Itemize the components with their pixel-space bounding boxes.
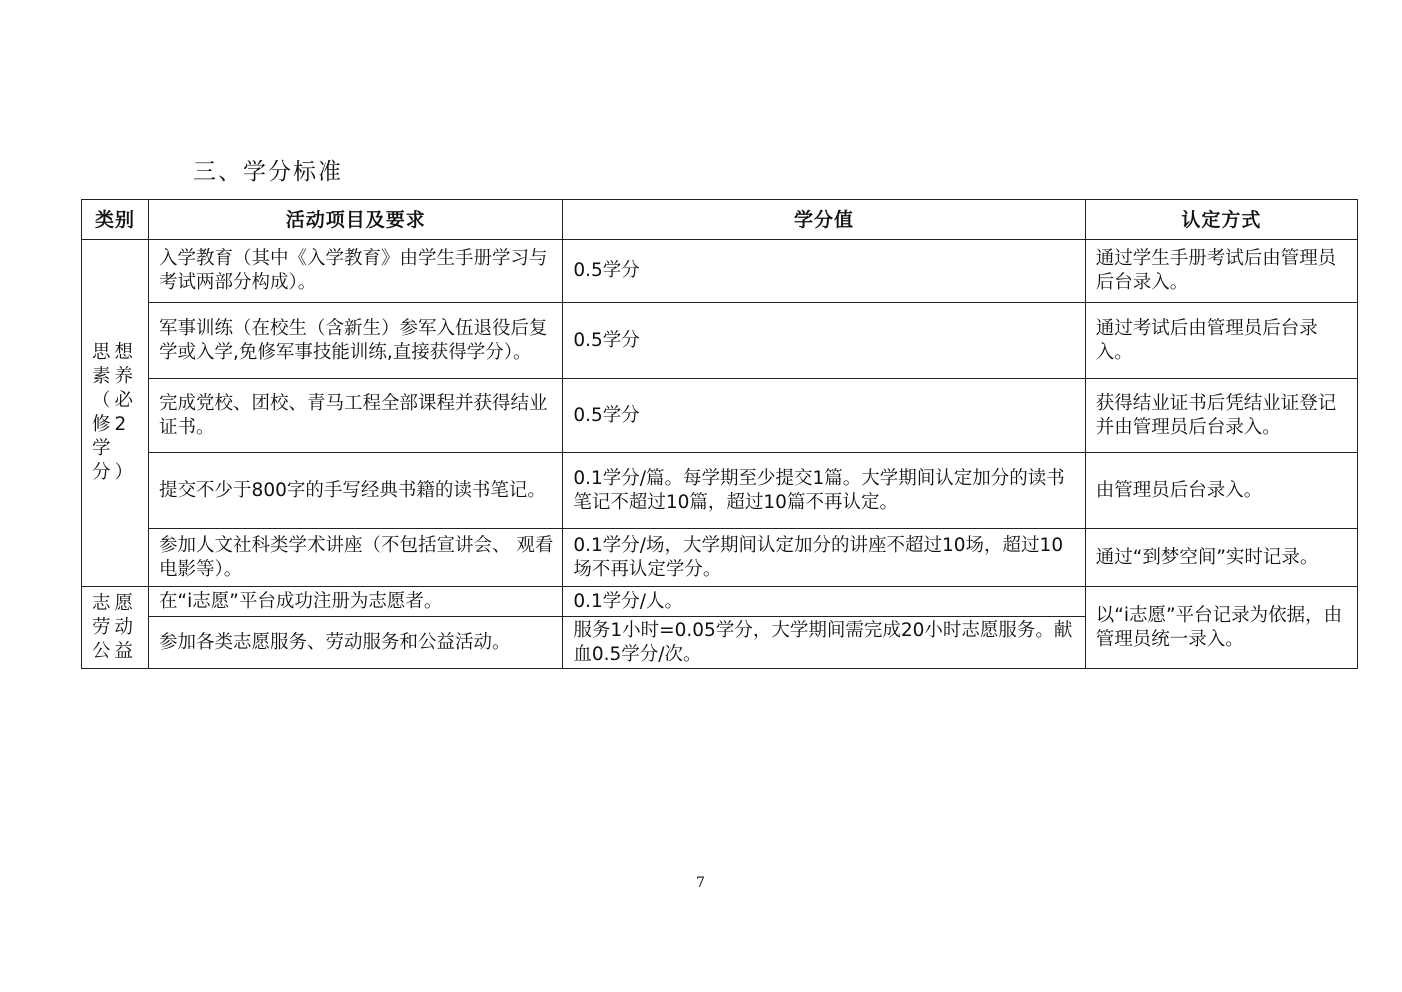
method-cell: 通过考试后由管理员后台录入。 (1085, 303, 1357, 379)
table-row (82, 529, 1358, 587)
header-credit: 学分值 (563, 200, 1085, 240)
table-row (82, 587, 1358, 617)
method-cell: 通过学生手册考试后由管理员后台录入。 (1085, 240, 1357, 303)
table-row (82, 453, 1358, 529)
credit-cell: 0.1学分/人。 (563, 587, 1085, 617)
header-activity: 活动项目及要求 (149, 200, 563, 240)
table-header-row (82, 200, 1358, 240)
table-row (82, 379, 1358, 453)
activity-cell: 完成党校、团校、青马工程全部课程并获得结业证书。 (149, 379, 563, 453)
activity-cell: 参加各类志愿服务、劳动服务和公益活动。 (149, 617, 563, 669)
header-method: 认定方式 (1085, 200, 1357, 240)
section-heading: 三、学分标准 (193, 159, 343, 185)
credit-standard-table (81, 199, 1358, 669)
activity-cell: 提交不少于800字的手写经典书籍的读书笔记。 (149, 453, 563, 529)
method-cell: 由管理员后台录入。 (1085, 453, 1357, 529)
table-row (82, 240, 1358, 303)
activity-cell: 在“i志愿”平台成功注册为志愿者。 (149, 587, 563, 617)
page-number: 7 (696, 875, 705, 891)
credit-cell: 0.1学分/场，大学期间认定加分的讲座不超过10场，超过10场不再认定学分。 (563, 529, 1085, 587)
activity-cell: 军事训练（在校生（含新生）参军入伍退役后复学或入学,免修军事技能训练,直接获得学分）。 (149, 303, 563, 379)
header-category: 类别 (82, 200, 149, 240)
credit-cell: 0.5学分 (563, 240, 1085, 303)
method-cell: 通过“到梦空间”实时记录。 (1085, 529, 1357, 587)
credit-cell: 0.1学分/篇。每学期至少提交1篇。大学期间认定加分的读书笔记不超过10篇，超过10篇不再认定。 (563, 453, 1085, 529)
category-cell-volunteer: 志愿劳动公益 (82, 587, 149, 669)
credit-cell: 服务1小时=0.05学分，大学期间需完成20小时志愿服务。献血0.5学分/次。 (563, 617, 1085, 669)
credit-cell: 0.5学分 (563, 303, 1085, 379)
category-cell-ideology: 思想素养（必修2学分） (82, 240, 149, 587)
table-row (82, 303, 1358, 379)
activity-cell: 入学教育（其中《入学教育》由学生手册学习与考试两部分构成）。 (149, 240, 563, 303)
method-cell: 以“i志愿”平台记录为依据，由管理员统一录入。 (1085, 587, 1357, 669)
method-cell: 获得结业证书后凭结业证登记并由管理员后台录入。 (1085, 379, 1357, 453)
activity-cell: 参加人文社科类学术讲座（不包括宣讲会、 观看电影等）。 (149, 529, 563, 587)
credit-cell: 0.5学分 (563, 379, 1085, 453)
